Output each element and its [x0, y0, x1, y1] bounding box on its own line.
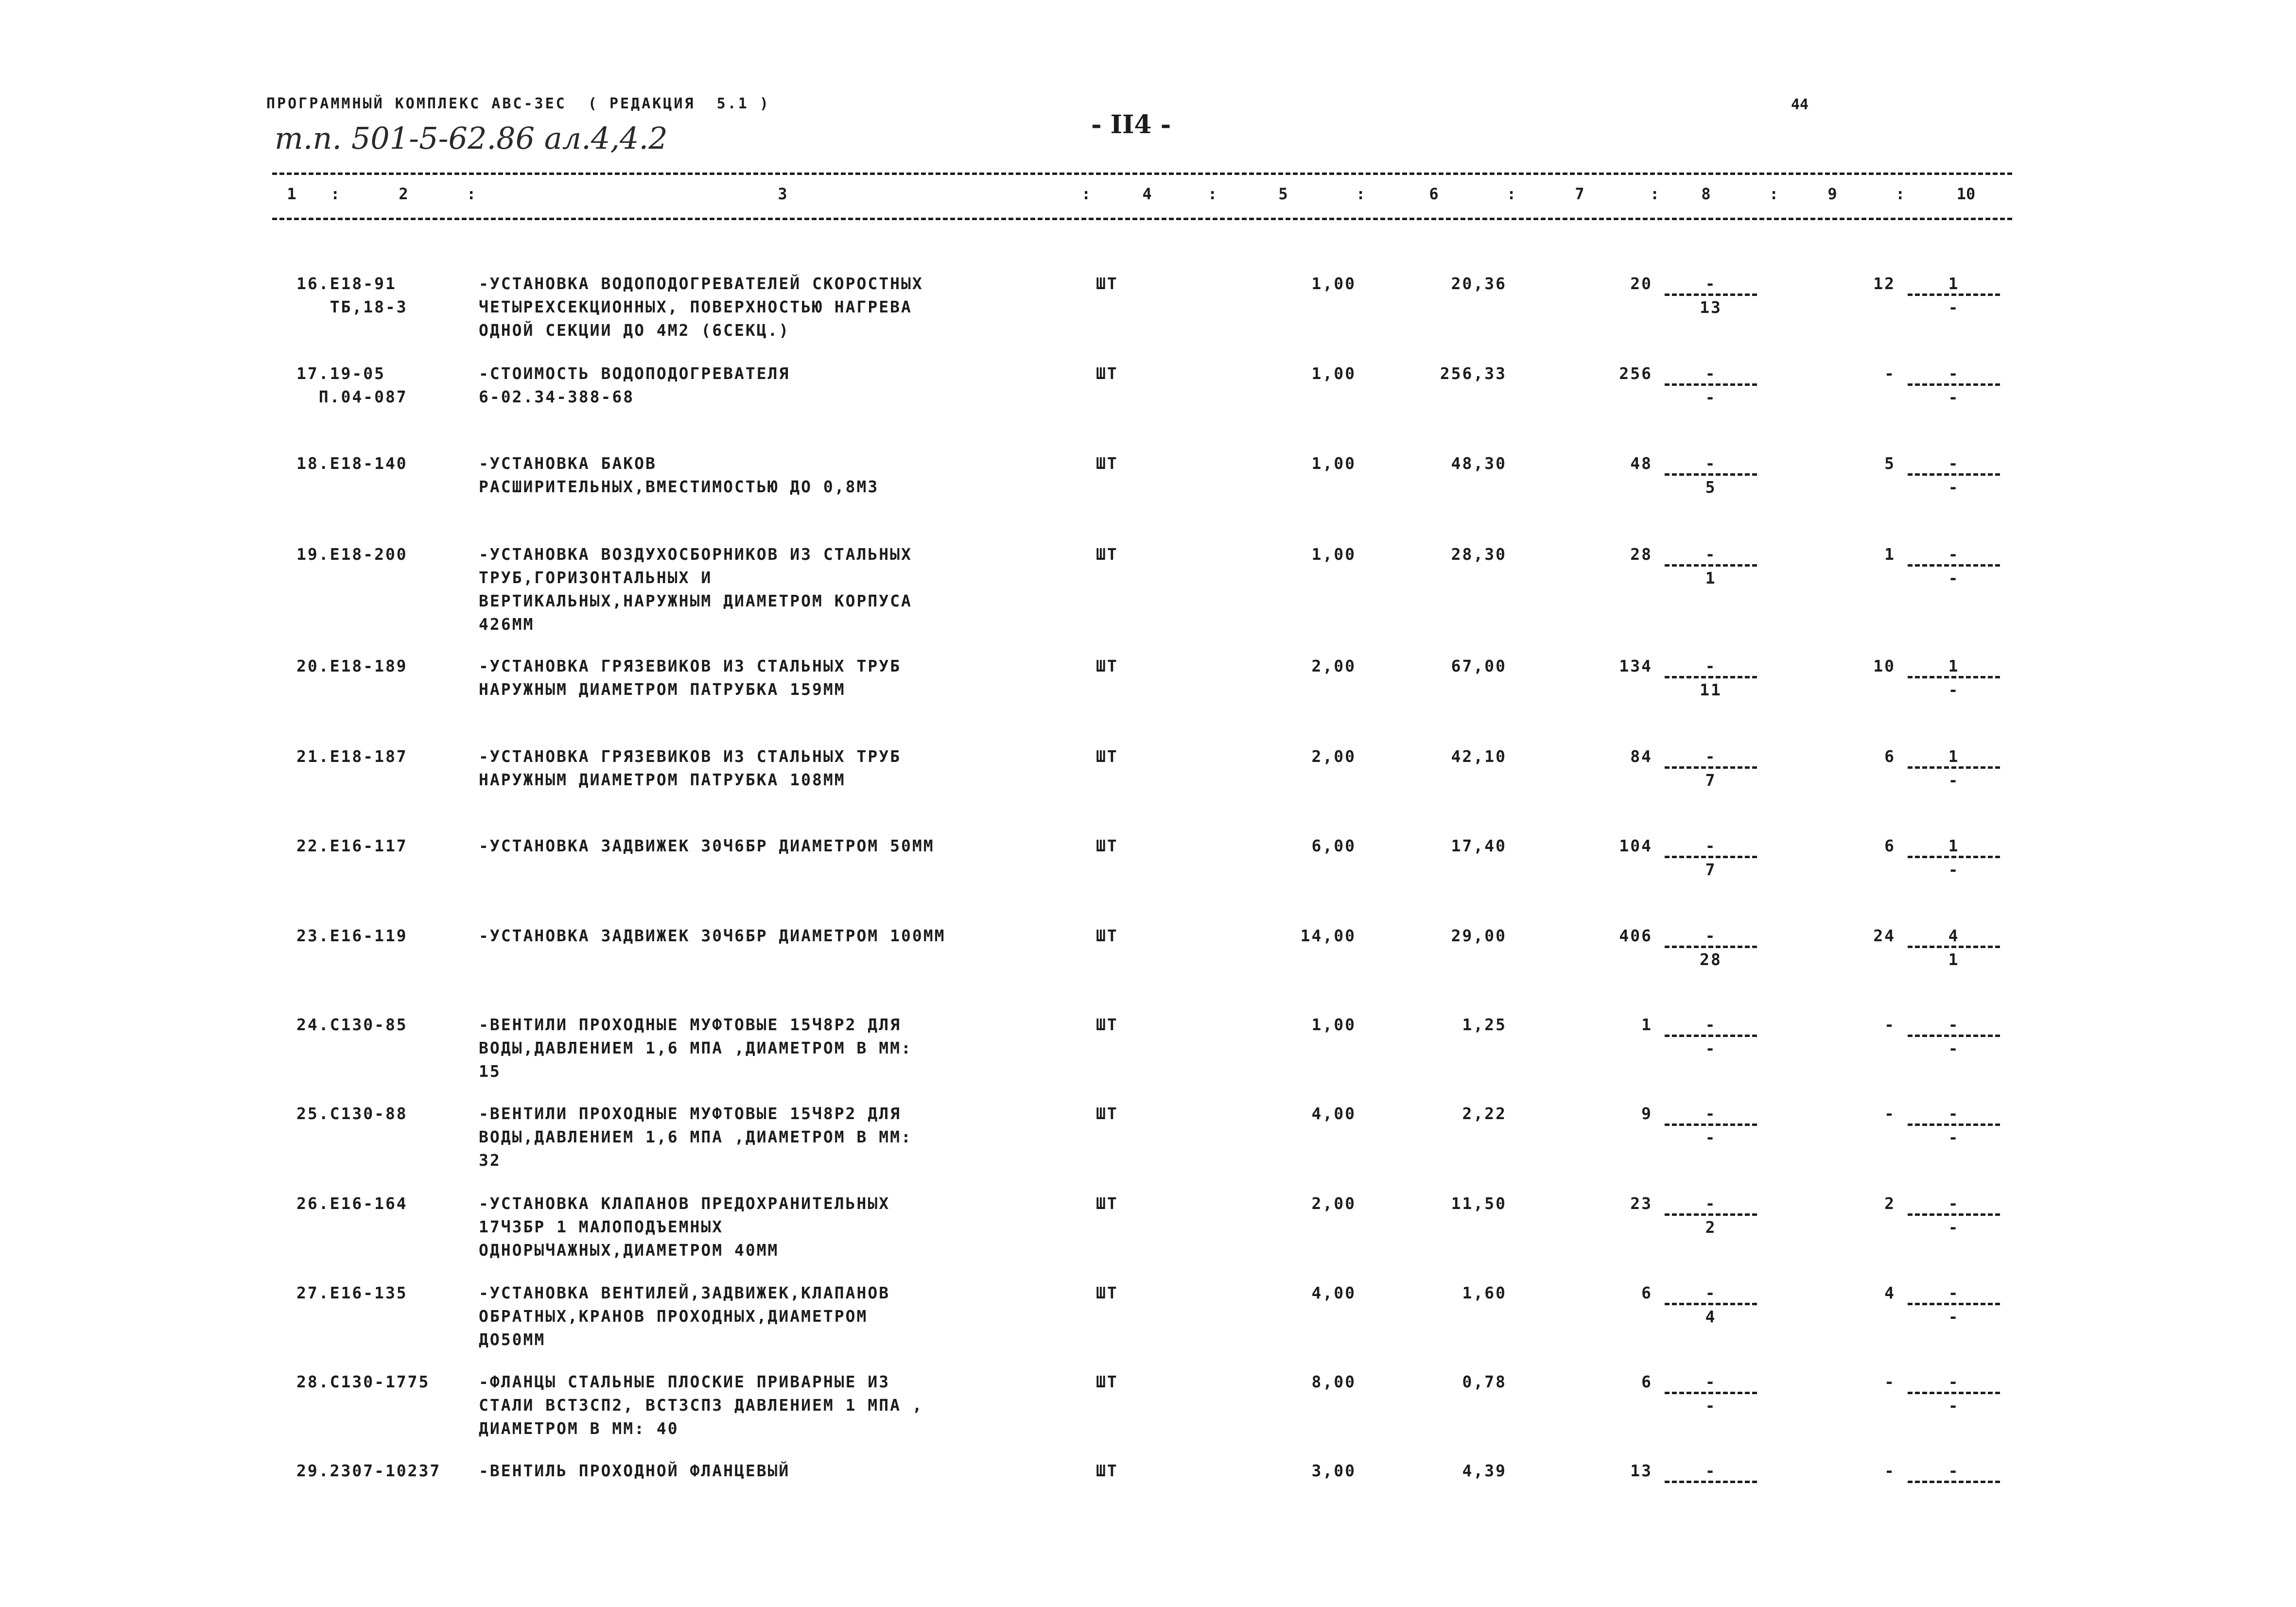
unit-of-measure: ШТ [1096, 836, 1118, 855]
unit-of-measure: ШТ [1096, 1461, 1118, 1480]
col9-value: 12 [1873, 274, 1896, 293]
col9-value: 5 [1884, 454, 1896, 473]
total-cost: 28 [1630, 545, 1652, 564]
col9-value: - [1884, 1104, 1896, 1123]
col10-bottom-value: - [1948, 860, 1960, 879]
col8-fraction [1655, 452, 1767, 499]
quantity: 4,00 [1311, 1283, 1356, 1302]
col-separator: : [1769, 185, 1779, 203]
work-description: -УСТАНОВКА ВЕНТИЛЕЙ,ЗАДВИЖЕК,КЛАПАНОВ ОБРАТНЫХ,КРАНОВ ПРОХОДНЫХ,ДИАМЕТРОМ ДО50ММ [479, 1283, 890, 1349]
col10-bottom-value: - [1948, 388, 1960, 407]
col10-bottom-value: - [1948, 1039, 1960, 1058]
col10-bottom-value: - [1948, 298, 1960, 317]
col9-value: - [1884, 1372, 1896, 1391]
col10-top-value: 1 [1948, 657, 1960, 675]
unit-of-measure: ШТ [1096, 454, 1118, 473]
col8-top-value: - [1705, 657, 1717, 675]
col8-fraction [1655, 272, 1767, 319]
col-header-6: 6 [1429, 185, 1439, 203]
work-description: -ФЛАНЦЫ СТАЛЬНЫЕ ПЛОСКИЕ ПРИВАРНЫЕ ИЗ СТАЛИ ВСТ3СП2, ВСТ3СП3 ДАВЛЕНИЕМ 1 МПА , ДИАМЕТРОМ В ММ: 40 [479, 1372, 923, 1438]
unit-price: 256,33 [1440, 364, 1507, 383]
col8-bottom-value: 2 [1705, 1218, 1717, 1237]
resource-code: 23.Е16-119 [296, 926, 408, 945]
total-cost: 104 [1619, 836, 1652, 855]
col8-top-value: - [1705, 926, 1717, 945]
col8-top-value: - [1705, 747, 1717, 766]
unit-of-measure: ШТ [1096, 1194, 1118, 1213]
unit-price: 20,36 [1451, 274, 1507, 293]
quantity: 3,00 [1311, 1461, 1356, 1480]
col-separator: : [1208, 185, 1218, 203]
col10-top-value: - [1948, 364, 1960, 383]
col10-fraction [1898, 272, 2010, 319]
col-header-9: 9 [1827, 185, 1837, 203]
col8-top-value: - [1705, 836, 1717, 855]
col10-bottom-value: - [1948, 680, 1960, 699]
unit-of-measure: ШТ [1096, 274, 1118, 293]
col10-top-value: 1 [1948, 747, 1960, 766]
col10-top-value: 1 [1948, 836, 1960, 855]
unit-of-measure: ШТ [1096, 1283, 1118, 1302]
col10-bottom-value: - [1948, 1128, 1960, 1147]
sheet-number: 44 [1791, 96, 1809, 113]
work-description: -УСТАНОВКА ЗАДВИЖЕК 30Ч6БР ДИАМЕТРОМ 100ММ [479, 926, 946, 945]
unit-price: 48,30 [1451, 454, 1507, 473]
col10-bottom-value: - [1948, 1307, 1960, 1326]
work-description: -СТОИМОСТЬ ВОДОПОДОГРЕВАТЕЛЯ 6-02.34-388-68 [479, 364, 790, 406]
col10-bottom-value: - [1948, 771, 1960, 790]
col10-bottom-value [1898, 1483, 2010, 1506]
col9-value: 4 [1884, 1283, 1896, 1302]
resource-code: 22.Е16-117 [296, 836, 408, 855]
resource-code: 26.Е16-164 [296, 1194, 408, 1213]
unit-price: 11,50 [1451, 1194, 1507, 1213]
col10-bottom-value: - [1948, 569, 1960, 588]
work-description: -УСТАНОВКА ВОДОПОДОГРЕВАТЕЛЕЙ СКОРОСТНЫХ ЧЕТЫРЕХСЕКЦИОННЫХ, ПОВЕРХНОСТЬЮ НАГРЕВА ОДНОЙ СЕКЦИИ ДО 4М2 (6СЕКЦ.) [479, 274, 923, 340]
unit-of-measure: ШТ [1096, 747, 1118, 766]
quantity: 1,00 [1311, 545, 1356, 564]
col10-top-value: - [1948, 1015, 1960, 1034]
col9-value: - [1884, 364, 1896, 383]
unit-of-measure: ШТ [1096, 1104, 1118, 1123]
col-header-1: 1 [287, 185, 296, 203]
col8-top-value: - [1705, 364, 1717, 383]
resource-code: 25.С130-88 [296, 1104, 408, 1123]
quantity: 4,00 [1311, 1104, 1356, 1123]
unit-price: 0,78 [1462, 1372, 1507, 1391]
unit-of-measure: ШТ [1096, 1015, 1118, 1034]
col-header-10: 10 [1956, 185, 1976, 203]
unit-of-measure: ШТ [1096, 545, 1118, 564]
work-description: -УСТАНОВКА БАКОВ РАСШИРИТЕЛЬНЫХ,ВМЕСТИМОСТЬЮ ДО 0,8М3 [479, 454, 879, 496]
resource-code: 18.Е18-140 [296, 454, 408, 473]
col9-value: 2 [1884, 1194, 1896, 1213]
quantity: 1,00 [1311, 274, 1356, 293]
col10-fraction [1898, 834, 2010, 881]
unit-of-measure: ШТ [1096, 364, 1118, 383]
total-cost: 406 [1619, 926, 1652, 945]
col8-bottom-value: 7 [1705, 860, 1717, 879]
col8-top-value: - [1705, 1372, 1717, 1391]
col-separator: : [1081, 185, 1091, 203]
col9-value: 6 [1884, 747, 1896, 766]
col8-fraction [1655, 745, 1767, 792]
work-description: -ВЕНТИЛИ ПРОХОДНЫЕ МУФТОВЫЕ 15Ч8Р2 ДЛЯ ВОДЫ,ДАВЛЕНИЕМ 1,6 МПА ,ДИАМЕТРОМ В ММ: 15 [479, 1015, 912, 1081]
col-header-5: 5 [1278, 185, 1288, 203]
work-description: -УСТАНОВКА ГРЯЗЕВИКОВ ИЗ СТАЛЬНЫХ ТРУБ НАРУЖНЫМ ДИАМЕТРОМ ПАТРУБКА 159ММ [479, 657, 901, 699]
quantity: 8,00 [1311, 1372, 1356, 1391]
col9-value: 6 [1884, 836, 1896, 855]
work-description: -УСТАНОВКА КЛАПАНОВ ПРЕДОХРАНИТЕЛЬНЫХ 17Ч3БР 1 МАЛОПОДЪЕМНЫХ ОДНОРЫЧАЖНЫХ,ДИАМЕТРОМ 40ММ [479, 1194, 890, 1260]
col8-bottom-value: 4 [1705, 1307, 1717, 1326]
col10-fraction [1898, 1192, 2010, 1239]
col8-bottom-value: 13 [1700, 298, 1722, 317]
col-header-3: 3 [778, 185, 787, 203]
col8-top-value: - [1705, 1015, 1717, 1034]
col10-bottom-value: - [1948, 1218, 1960, 1237]
total-cost: 9 [1641, 1104, 1652, 1123]
work-description: -УСТАНОВКА ГРЯЗЕВИКОВ ИЗ СТАЛЬНЫХ ТРУБ НАРУЖНЫМ ДИАМЕТРОМ ПАТРУБКА 108ММ [479, 747, 901, 789]
col-separator: : [1356, 185, 1366, 203]
resource-code: 17.19-05 П.04-087 [296, 364, 408, 406]
unit-price: 29,00 [1451, 926, 1507, 945]
col10-fraction [1898, 543, 2010, 590]
unit-of-measure: ШТ [1096, 657, 1118, 675]
unit-price: 1,60 [1462, 1283, 1507, 1302]
work-description: -УСТАНОВКА ВОЗДУХОСБОРНИКОВ ИЗ СТАЛЬНЫХ ТРУБ,ГОРИЗОНТАЛЬНЫХ И ВЕРТИКАЛЬНЫХ,НАРУЖНЫМ ДИАМЕТРОМ КОРПУСА 426ММ [479, 545, 912, 634]
col8-bottom-value: - [1705, 1396, 1717, 1415]
unit-price: 2,22 [1462, 1104, 1507, 1123]
col8-top-value: - [1705, 1283, 1717, 1302]
col9-value: - [1884, 1015, 1896, 1034]
unit-price: 17,40 [1451, 836, 1507, 855]
col-header-4: 4 [1142, 185, 1152, 203]
total-cost: 256 [1619, 364, 1652, 383]
total-cost: 6 [1641, 1372, 1652, 1391]
col10-fraction [1898, 924, 2010, 971]
col9-value: 1 [1884, 545, 1896, 564]
col9-value: - [1884, 1461, 1896, 1480]
resource-code: 16.Е18-91 ТБ,18-3 [296, 274, 408, 316]
col-separator: : [1507, 185, 1516, 203]
col10-fraction [1898, 1013, 2010, 1060]
col10-top-value: 1 [1948, 274, 1960, 293]
col10-top-value: - [1948, 1104, 1960, 1123]
col10-top-value: 4 [1948, 926, 1960, 945]
quantity: 2,00 [1311, 747, 1356, 766]
quantity: 6,00 [1311, 836, 1356, 855]
col8-bottom-value: 28 [1700, 950, 1722, 969]
col10-top-value: - [1948, 1461, 1960, 1480]
col8-fraction [1655, 1459, 1767, 1506]
col8-bottom-value: 5 [1705, 478, 1717, 497]
resource-code: 21.Е18-187 [296, 747, 408, 766]
resource-code: 24.С130-85 [296, 1015, 408, 1034]
col-separator: : [1896, 185, 1905, 203]
unit-price: 42,10 [1451, 747, 1507, 766]
col10-top-value: - [1948, 1372, 1960, 1391]
unit-of-measure: ШТ [1096, 926, 1118, 945]
col8-fraction [1655, 1102, 1767, 1149]
col8-bottom-value: - [1705, 388, 1717, 407]
total-cost: 6 [1641, 1283, 1652, 1302]
col8-fraction [1655, 543, 1767, 590]
quantity: 2,00 [1311, 657, 1356, 675]
project-reference: т.п. 501-5-62.86 ал.4,4.2 [275, 121, 668, 156]
unit-price: 28,30 [1451, 545, 1507, 564]
col8-fraction [1655, 834, 1767, 881]
col8-bottom-value: - [1705, 1128, 1717, 1147]
col8-bottom-value [1655, 1483, 1767, 1506]
resource-code: 20.Е18-189 [296, 657, 408, 675]
col10-top-value: - [1948, 545, 1960, 564]
page-number: - II4 - [1091, 110, 1171, 139]
col10-fraction [1898, 1459, 2010, 1506]
total-cost: 134 [1619, 657, 1652, 675]
col8-bottom-value: 11 [1700, 680, 1722, 699]
col-header-7: 7 [1575, 185, 1584, 203]
col8-fraction [1655, 924, 1767, 971]
total-cost: 13 [1630, 1461, 1652, 1480]
col-header-8: 8 [1701, 185, 1711, 203]
unit-price: 67,00 [1451, 657, 1507, 675]
col8-top-value: - [1705, 1194, 1717, 1213]
col10-fraction [1898, 745, 2010, 792]
program-header: ПРОГРАММНЫЙ КОМПЛЕКС АВС-ЗЕС ( РЕДАКЦИЯ 5.1 ) [266, 95, 770, 112]
quantity: 2,00 [1311, 1194, 1356, 1213]
col8-top-value: - [1705, 454, 1717, 473]
col8-top-value: - [1705, 545, 1717, 564]
col8-top-value: - [1705, 274, 1717, 293]
col8-fraction [1655, 1370, 1767, 1417]
col10-bottom-value: 1 [1948, 950, 1960, 969]
col-separator: : [467, 185, 476, 203]
col8-bottom-value: - [1705, 1039, 1717, 1058]
col8-fraction [1655, 362, 1767, 409]
total-cost: 48 [1630, 454, 1652, 473]
unit-of-measure: ШТ [1096, 1372, 1118, 1391]
work-description: -ВЕНТИЛЬ ПРОХОДНОЙ ФЛАНЦЕВЫЙ [479, 1461, 790, 1480]
col9-value: 24 [1873, 926, 1896, 945]
col8-bottom-value: 1 [1705, 569, 1717, 588]
col-separator: : [330, 185, 340, 203]
col8-top-value: - [1705, 1104, 1717, 1123]
unit-price: 1,25 [1462, 1015, 1507, 1034]
resource-code: 29.2307-10237 [296, 1461, 441, 1480]
col10-top-value: - [1948, 454, 1960, 473]
col8-fraction [1655, 655, 1767, 702]
col10-bottom-value: - [1948, 478, 1960, 497]
col10-fraction [1898, 655, 2010, 702]
quantity: 1,00 [1311, 1015, 1356, 1034]
work-description: -УСТАНОВКА ЗАДВИЖЕК 30Ч6БР ДИАМЕТРОМ 50ММ [479, 836, 935, 855]
col10-fraction [1898, 362, 2010, 409]
col10-fraction [1898, 1102, 2010, 1149]
quantity: 1,00 [1311, 364, 1356, 383]
col10-fraction [1898, 452, 2010, 499]
quantity: 14,00 [1300, 926, 1356, 945]
resource-code: 28.С130-1775 [296, 1372, 430, 1391]
total-cost: 23 [1630, 1194, 1652, 1213]
work-description: -ВЕНТИЛИ ПРОХОДНЫЕ МУФТОВЫЕ 15Ч8Р2 ДЛЯ ВОДЫ,ДАВЛЕНИЕМ 1,6 МПА ,ДИАМЕТРОМ В ММ: 32 [479, 1104, 912, 1170]
total-cost: 20 [1630, 274, 1652, 293]
resource-code: 27.Е16-135 [296, 1283, 408, 1302]
unit-price: 4,39 [1462, 1461, 1507, 1480]
col8-fraction [1655, 1281, 1767, 1329]
col-header-2: 2 [399, 185, 408, 203]
col-separator: : [1650, 185, 1660, 203]
col8-fraction [1655, 1013, 1767, 1060]
total-cost: 1 [1641, 1015, 1652, 1034]
col8-top-value: - [1705, 1461, 1717, 1480]
col10-fraction [1898, 1370, 2010, 1417]
total-cost: 84 [1630, 747, 1652, 766]
col10-top-value: - [1948, 1194, 1960, 1213]
resource-code: 19.Е18-200 [296, 545, 408, 564]
col8-fraction [1655, 1192, 1767, 1239]
col9-value: 10 [1873, 657, 1896, 675]
col8-bottom-value: 7 [1705, 771, 1717, 790]
col10-top-value: - [1948, 1283, 1960, 1302]
col10-fraction [1898, 1281, 2010, 1329]
col10-bottom-value: - [1948, 1396, 1960, 1415]
quantity: 1,00 [1311, 454, 1356, 473]
